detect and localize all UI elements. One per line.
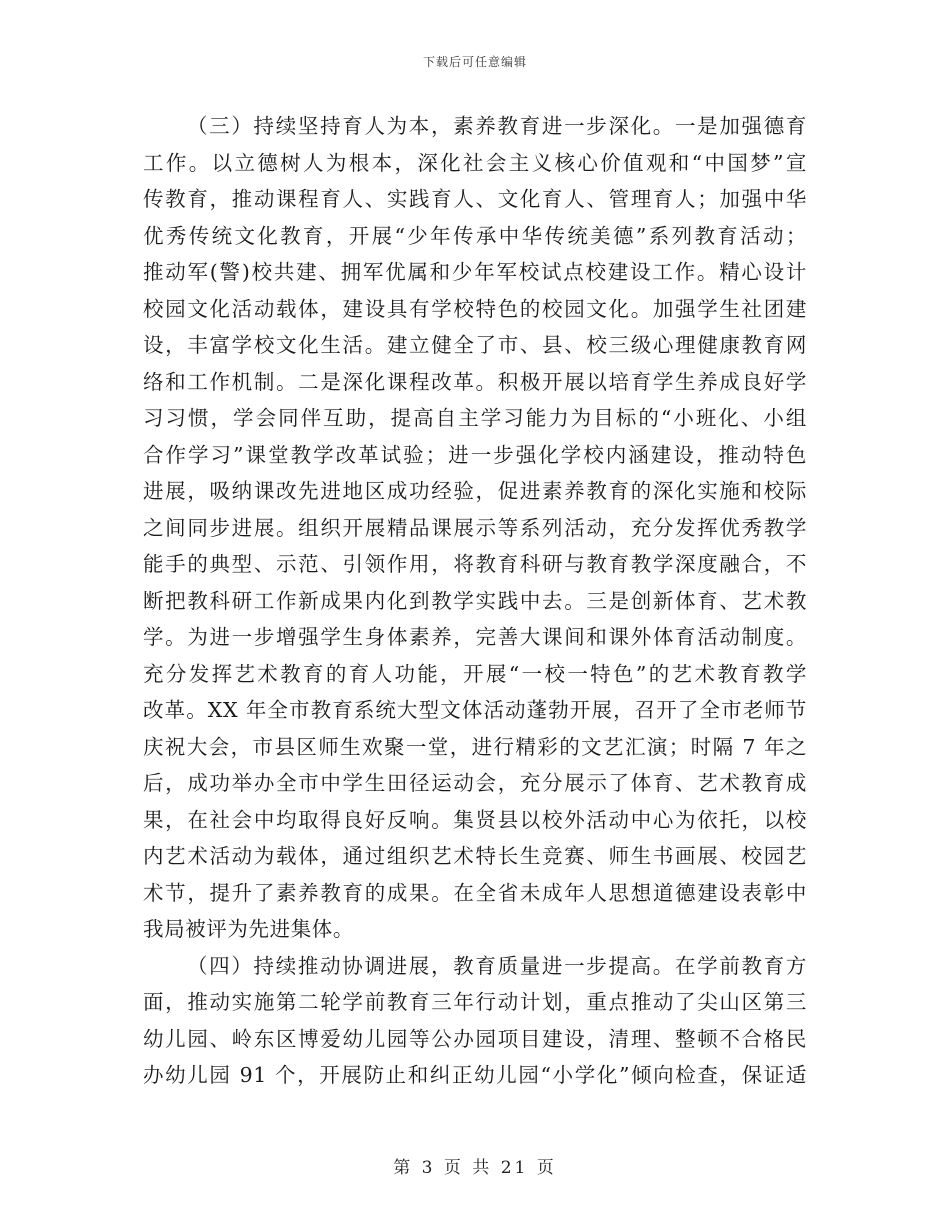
paragraph-3 <box>143 108 807 948</box>
text-line: 传教育，推动课程育人、实践育人、文化育人、管理育人；加强中华 <box>143 187 807 211</box>
text-line: 内艺术活动为载体，通过组织艺术特长生竞赛、师生书画展、校园艺 <box>143 844 807 868</box>
text-line: 果，在社会中均取得良好反响。集贤县以校外活动中心为依托，以校 <box>143 807 807 832</box>
text-line: 工作。以立德树人为根本，深化社会主义核心价值观和“中国梦”宣 <box>143 150 807 175</box>
text-line: 面，推动实施第二轮学前教育三年行动计划，重点推动了尖山区第三 <box>143 990 807 1014</box>
text-line: 断把教科研工作新成果内化到教学实践中去。三是创新体育、艺术教 <box>143 588 807 613</box>
page-number: 第 3 页 共 21 页 <box>393 1158 557 1178</box>
text-line: 进展，吸纳课改先进地区成功经验，促进素养教育的深化实施和校际 <box>143 479 807 503</box>
text-line: 推动军(警)校共建、拥军优属和少年军校试点校建设工作。精心设计 <box>143 260 807 284</box>
text-line: 络和工作机制。二是深化课程改革。积极开展以培育学生养成良好学 <box>143 369 807 394</box>
text-line: 后，成功举办全市中学生田径运动会，充分展示了体育、艺术教育成 <box>143 771 807 795</box>
text-line: （三）持续坚持育人为本，素养教育进一步深化。一是加强德育 <box>187 114 807 138</box>
text-line: 庆祝大会，市县区师生欢聚一堂，进行精彩的文艺汇演；时隔 7 年之 <box>143 734 807 759</box>
text-line: 我局被评为先进集体。 <box>143 917 354 941</box>
text-line: 改革。XX 年全市教育系统大型文体活动蓬勃开展，召开了全市老师节 <box>143 698 807 722</box>
text-line: 优秀传统文化教育，开展“少年传承中华传统美德”系列教育活动； <box>143 223 807 248</box>
document-body <box>143 108 807 1094</box>
text-line: （四）持续推动协调进展，教育质量进一步提高。在学前教育方 <box>187 953 807 978</box>
text-line: 设，丰富学校文化生活。建立健全了市、县、校三级心理健康教育网 <box>143 333 807 357</box>
text-line: 幼儿园、岭东区博爱幼儿园等公办园项目建设，清理、整顿不合格民 <box>143 1026 807 1051</box>
text-line: 合作学习”课堂教学改革试验；进一步强化学校内涵建设，推动特色 <box>143 442 807 467</box>
text-line: 校园文化活动载体，建设具有学校特色的校园文化。加强学生社团建 <box>143 296 807 321</box>
page-header-note: 下载后可任意编辑 <box>422 55 527 69</box>
text-line: 办幼儿园 91 个，开展防止和纠正幼儿园“小学化”倾向检查，保证适 <box>143 1063 807 1087</box>
text-line: 能手的典型、示范、引领作用，将教育科研与教育教学深度融合，不 <box>143 552 807 576</box>
text-line: 术节，提升了素养教育的成果。在全省未成年人思想道德建设表彰中 <box>143 880 807 905</box>
text-line: 学。为进一步增强学生身体素养，完善大课间和课外体育活动制度。 <box>143 625 807 649</box>
text-line: 充分发挥艺术教育的育人功能，开展“一校一特色”的艺术教育教学 <box>143 661 807 686</box>
text-line: 习习惯，学会同伴互助，提高自主学习能力为目标的“小班化、小组 <box>143 406 807 430</box>
paragraph-4 <box>143 948 807 1094</box>
text-line: 之间同步进展。组织开展精品课展示等系列活动，充分发挥优秀教学 <box>143 515 807 540</box>
